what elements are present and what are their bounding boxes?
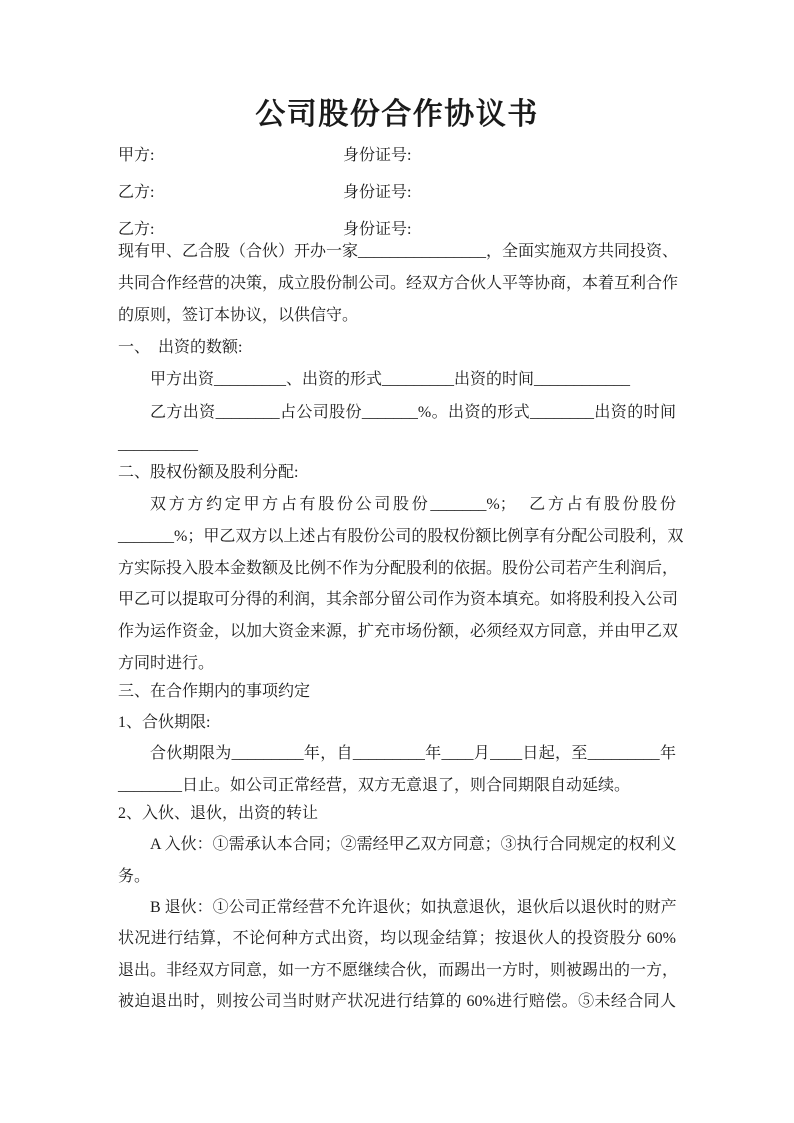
intro-paragraph-line: 的原则，签订本协议，以供信守。 [118, 307, 359, 324]
intro-paragraph-line: 现有甲、乙合股（合伙）开办一家________________，全面实施双方共同投资、 [118, 243, 679, 260]
party-label: 乙方: [118, 184, 155, 201]
blank-underline: __________ [118, 436, 198, 453]
document-title: 公司股份合作协议书 [255, 98, 539, 131]
section-2-line: 作为运作资金，以加大资金来源，扩充市场份额，必须经双方同意，并由甲乙双 [118, 623, 679, 640]
id-number-label: 身份证号: [343, 184, 412, 201]
section-1-line: 甲方出资_________、出资的形式_________出资的时间____________ [150, 371, 631, 388]
clause-1-line: 合伙期限为_________年，自_________年____月____日起，至_________年 [150, 745, 676, 762]
intro-paragraph-line: 共同合作经营的决策，成立股份制公司。经双方合伙人平等协商，本着互利合作 [118, 275, 679, 292]
clause-2a-line: A 入伙：①需承认本合同；②需经甲乙双方同意；③执行合同规定的权利义 [150, 836, 677, 853]
section-2-line: 方同时进行。 [118, 655, 215, 672]
party-row-yifang-1 [118, 177, 676, 209]
party-label: 甲方: [118, 147, 155, 164]
section-1-heading: 一、 出资的数额: [118, 339, 243, 356]
clause-2b-line: 状况进行结算，不论何种方式出资，均以现金结算；按退伙人的投资股分 60% [118, 930, 676, 947]
section-2-line: 双方方约定甲方占有股份公司股份_______%； 乙方占有股份股份 [150, 496, 676, 513]
clause-1-line: ________日止。如公司正常经营，双方无意退了，则合同期限自动延续。 [118, 777, 631, 794]
clause-2-heading: 2、入伙、退伙，出资的转让 [118, 805, 319, 822]
section-2-heading: 二、股权份额及股利分配: [118, 464, 299, 481]
id-number-label: 身份证号: [343, 147, 412, 164]
id-number-label: 身份证号: [343, 221, 412, 238]
clause-2b-line: 退出。非经双方同意，如一方不愿继续合伙，而踢出一方时，则被踢出的一方， [118, 962, 679, 979]
section-2-line: 方实际投入股本金数额及比例不作为分配股利的依据。股份公司若产生利润后， [118, 560, 679, 577]
clause-2a-line: 务。 [118, 868, 151, 885]
section-3-heading: 三、在合作期内的事项约定 [118, 683, 311, 700]
clause-2b-line: B 退伙：①公司正常经营不允许退伙；如执意退伙，退伙后以退伙时的财产 [150, 899, 677, 916]
section-2-line: _______%；甲乙双方以上述占有股份公司的股权份额比例享有分配公司股利，双 [118, 528, 684, 545]
clause-1-heading: 1、合伙期限: [118, 714, 211, 731]
clause-2b-line: 被迫退出时，则按公司当时财产状况进行结算的 60%进行赔偿。⑤未经合同人 [118, 993, 676, 1010]
party-label: 乙方: [118, 221, 155, 238]
section-1-line: 乙方出资________占公司股份_______%。出资的形式________出资的时间 [150, 404, 676, 421]
section-2-line: 甲乙可以提取可分得的利润，其余部分留公司作为资本填充。如将股利投入公司 [118, 591, 679, 608]
party-row-jiafang [118, 140, 676, 172]
